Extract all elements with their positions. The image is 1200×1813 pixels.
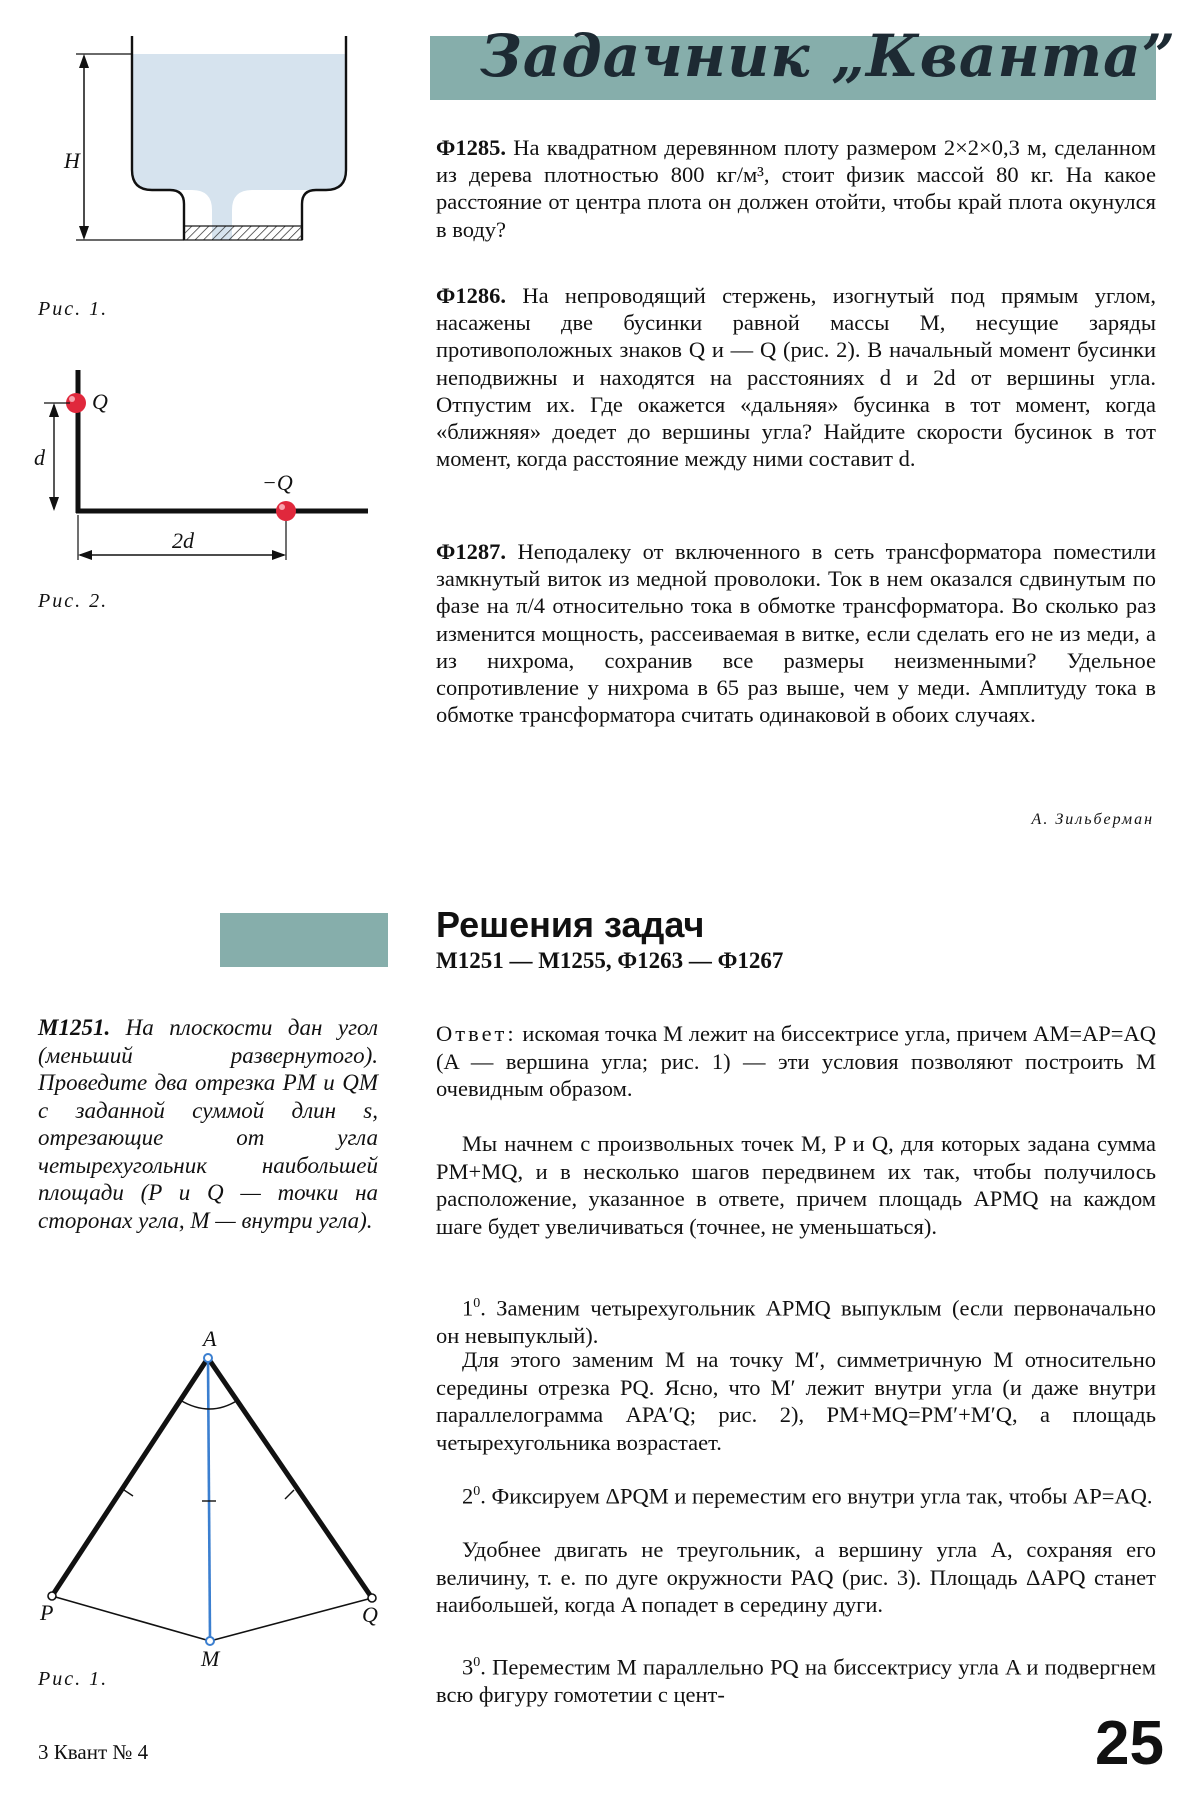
point-a [204,1354,212,1362]
problem-f1285 [436,134,1156,243]
label-m: M [201,1646,220,1671]
m1251-statement [38,1014,378,1234]
m1251-text: На плоскости дан угол (меньший развернутого). Проведите два отрезка PM и QM с заданной суммой длин s, отрезающие от угла четырехугольник наибольшей площади (P и Q — точки на сторонах угла, M — внутри угла). [38,1015,379,1233]
problem-text: На квадратном деревянном плоту размером 2×2×0,3 м, сделанном из дерева плотностью 800 кг/м³, стоит физик массой 80 кг. На какое расстояние от центра плота он должен отойти, чтобы край плота окунулся в воду? [436,135,1157,242]
angle-figure [30,1328,390,1678]
footer-left: 3 Квант № 4 [38,1740,149,1764]
label-h: H [64,148,80,173]
author: А. Зильберман [1031,811,1154,828]
label-q: Q [362,1602,378,1627]
bead-neg-q [276,501,296,521]
point-q [368,1594,376,1602]
problem-id: Ф1285. [436,135,506,160]
page-number: 25 [1095,1709,1164,1778]
label-2d: 2d [172,528,194,553]
fig1-top-caption: Рис. 1. [38,298,109,320]
problem-id: Ф1287. [436,539,506,564]
solution-step-3: $3^0$. Переместим M параллельно PQ на биссектрису угла A и подвергнем всю фигуру гомотетии с цент- [436,1654,1156,1707]
answer-text: искомая точка M лежит на биссектрисе угла, причем AM=AP=AQ (A — вершина угла; рис. 1) — эти условия позволяют построить M очевидным образом. [436,1021,1156,1101]
label-p: P [40,1600,54,1625]
side-aq [208,1358,372,1598]
answer-paragraph [436,1020,1156,1103]
label-d: d [34,445,45,470]
problem-f1286 [436,282,1156,472]
problem-f1287 [436,538,1156,728]
segment-pm [52,1596,210,1641]
vessel-figure [50,28,380,288]
solutions-title: Решения задач [436,904,705,945]
solution-paragraph-3: Удобнее двигать не треугольник, а вершину угла A, сохраняя его величину, т. е. по дуге окружности PAQ (рис. 3). Площадь ΔAPQ станет наибольшей, когда A попадет в середину дуги. [436,1537,1156,1617]
banner-title: Задачник „Кванта” [480,22,1177,90]
problem-text: На непроводящий стержень, изогнутый под прямым углом, насажены две бусинки равной массы M, несущие заряды противоположных знаков Q и — Q (рис. 2). В начальный момент бусинки неподвижны и находятся на расстояниях d и 2d от вершины угла. Отпустим их. Где окажется «дальняя» бусинка в тот момент, когда «ближняя» доедет до вершины угла? Найдите скорости бусинок в тот момент, когда расстояние между ними составит d. [436,283,1156,472]
fig2-caption: Рис. 2. [38,590,109,612]
side-ap [52,1358,208,1596]
solution-paragraph-2: Для этого заменим M на точку M′, симметричную M относительно середины отрезка PQ. Ясно, что M′ лежит внутри угла (и даже внутри параллелограмма APA′Q; рис. 2), PM+MQ=PM′+M′Q, а площадь четырехугольника возрастает. [436,1347,1156,1455]
point-p [48,1592,56,1600]
drain-plug [184,226,302,240]
m1251-id: М1251. [38,1015,111,1040]
label-a: A [203,1328,217,1351]
point-m [206,1637,214,1645]
solution-paragraph-1: Мы начнем с произвольных точек M, P и Q, для которых задана сумма PM+MQ, и в несколько шагов передвинем их так, чтобы получилось расположение, указанное в ответе, причем площадь APMQ на каждом шаге будет увеличиваться (точнее, не уменьшаться). [436,1131,1156,1239]
label-neg-q: −Q [262,470,293,495]
answer-label: Ответ: [436,1021,517,1046]
solutions-banner [220,913,388,967]
bisector [208,1360,210,1639]
water-fill [132,54,346,240]
solution-step-1: $1^0$. Заменим четырехугольник APMQ выпуклым (если первоначально он невыпуклый). [436,1295,1156,1348]
problem-text: Неподалеку от включенного в сеть трансформатора поместили замкнутый виток из медной проволоки. Ток в нем оказался сдвинутым по фазе на π/4 относительно тока в обмотке трансформатора. Во сколько раз изменится мощность, рассеиваемая в витке, если сделать его не из меди, а из нихрома, сохранив все размеры неизменными? Удельное сопротивление у нихрома в 65 раз выше, чем у меди. Амплитуду тока в обмотке трансформатора считать одинаковой в обоих случаях. [436,539,1157,728]
label-q: Q [92,389,108,414]
solutions-subtitle: М1251 — М1255, Ф1263 — Ф1267 [436,948,784,973]
problem-id: Ф1286. [436,283,506,308]
segment-qm [210,1598,372,1641]
bent-rod-figure [30,365,380,575]
fig1-bottom-caption: Рис. 1. [38,1668,109,1690]
solution-step-2: $2^0$. Фиксируем ΔPQM и переместим его внутри угла так, чтобы AP=AQ. [462,1483,1153,1509]
